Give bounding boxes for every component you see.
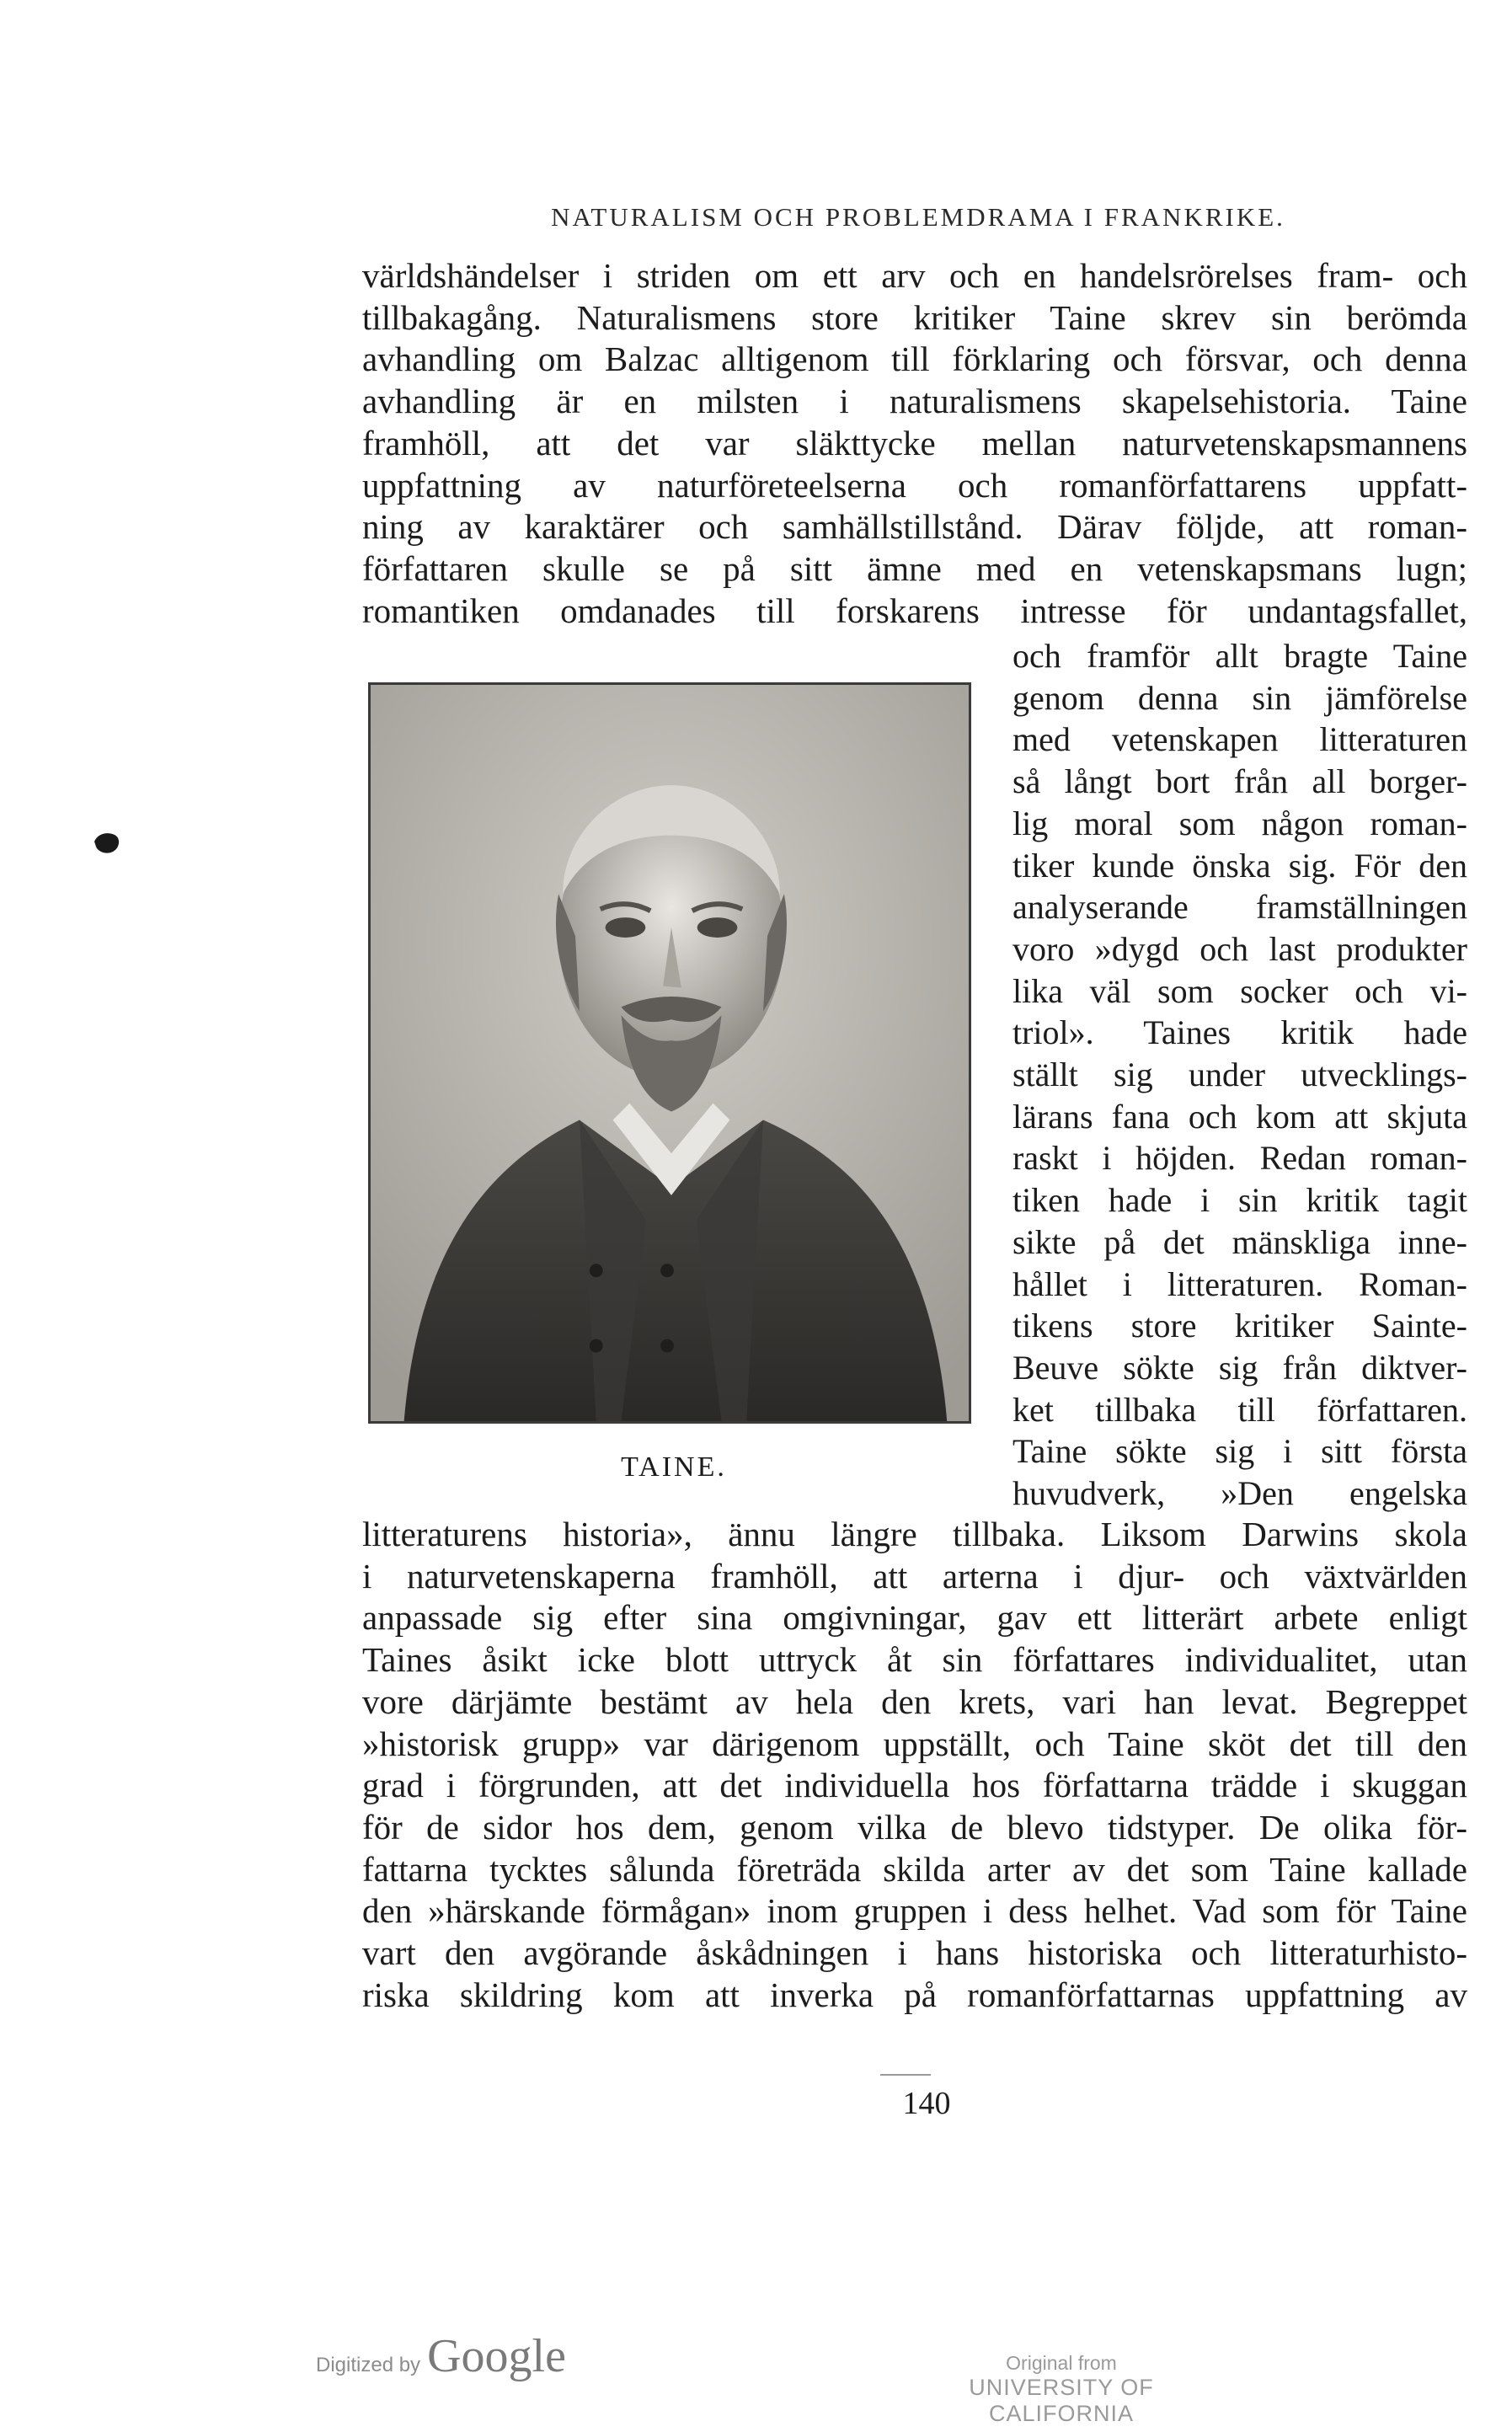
text-line: avhandling är en milsten i naturalismens skapelsehistoria. Taine (362, 382, 1467, 421)
text-line: ställt sig under utvecklings- (1012, 1056, 1467, 1094)
portrait-photo-taine (368, 682, 971, 1424)
text-line: så långt bort från all borger- (1012, 762, 1467, 801)
text-line: uppfattning av naturföreteelserna och romanförfattarens uppfatt- (362, 465, 1467, 505)
text-line: världshändelser i striden om ett arv och en handelsrörelses fram- och (362, 256, 1467, 295)
text-line: och framför allt bragte Taine (1012, 637, 1467, 675)
university-label: UNIVERSITY OF CALIFORNIA (969, 2375, 1154, 2426)
text-line: Taines åsikt icke blott uttryck åt sin författares individualitet, utan (362, 1640, 1467, 1680)
text-line: Beuve sökte sig från diktver- (1012, 1348, 1467, 1387)
text-line: fattarna tycktes sålunda företräda skilda arter av det som Taine kallade (362, 1849, 1467, 1889)
text-line: anpassade sig efter sina omgivningar, gav ett litterärt arbete enligt (362, 1598, 1467, 1638)
text-line: hållet i litteraturen. Roman- (1012, 1264, 1467, 1303)
text-line: den »härskande förmågan» inom gruppen i dess helhet. Vad som för Taine (362, 1891, 1467, 1931)
text-line: raskt i höjden. Redan roman- (1012, 1139, 1467, 1178)
text-line: »historisk grupp» var därigenom uppställt, och Taine sköt det till den (362, 1724, 1467, 1763)
text-line: tiker kunde önska sig. För den (1012, 846, 1467, 885)
text-line: tillbakagång. Naturalismens store kritiker Taine skrev sin berömda (362, 297, 1467, 337)
text-line: tikens store kritiker Sainte- (1012, 1307, 1467, 1345)
text-line: lärans fana och kom att skjuta (1012, 1097, 1467, 1136)
paragraph-top (362, 255, 1467, 632)
text-line: Taine sökte sig i sitt första (1012, 1432, 1467, 1471)
text-line: framhöll, att det var släkttycke mellan naturvetenskapsmannens (362, 423, 1467, 462)
text-line: ket tillbaka till författaren. (1012, 1390, 1467, 1429)
google-logo: Google (427, 2330, 566, 2382)
text-line: genom denna sin jämförelse (1012, 678, 1467, 717)
text-line: analyserande framställningen (1012, 888, 1467, 927)
text-line: romantiken omdanades till forskarens intresse för undantagsfallet, (362, 591, 1467, 630)
portrait-caption: TAINE. (621, 1451, 727, 1483)
portrait-illustration (371, 685, 969, 1421)
text-line: voro »dygd och last produkter (1012, 929, 1467, 968)
text-line: triol». Taines kritik hade (1012, 1013, 1467, 1052)
text-line: huvudverk, »Den engelska (1012, 1474, 1467, 1513)
paragraph-beside-portrait (1012, 635, 1467, 1515)
text-line: ning av karaktärer och samhällstillstånd. Därav följde, att roman- (362, 507, 1467, 547)
digitized-by-label: Digitized by (316, 2354, 421, 2376)
text-line: sikte på det mänskliga inne- (1012, 1222, 1467, 1261)
page-number: 140 (902, 2086, 951, 2121)
running-head: NATURALISM OCH PROBLEMDRAMA I FRANKRIKE. (551, 202, 1285, 232)
text-line: avhandling om Balzac alltigenom till förklaring och försvar, och denna (362, 339, 1467, 379)
text-line: lika väl som socker och vi- (1012, 971, 1467, 1010)
text-line: riska skildring kom att inverka på romanförfattarnas uppfattning av (362, 1975, 1467, 2014)
page-number-rule (880, 2074, 931, 2076)
text-line: vart den avgörande åskådningen i hans historiska och litteraturhisto- (362, 1933, 1467, 1973)
text-line: litteraturens historia», ännu längre tillbaka. Liksom Darwins skola (362, 1515, 1467, 1553)
paragraph-bottom (362, 1514, 1467, 2016)
text-line: lig moral som någon roman- (1012, 804, 1467, 842)
text-line: för de sidor hos dem, genom vilka de blevo tidstyper. De olika för- (362, 1807, 1467, 1847)
text-line: vore därjämte bestämt av hela den krets, vari han levat. Begreppet (362, 1681, 1467, 1721)
text-line: grad i förgrunden, att det individuella hos författarna trädde i skuggan (362, 1766, 1467, 1805)
digitized-by-watermark (316, 2329, 566, 2380)
text-line: i naturvetenskaperna framhöll, att arterna i djur- och växtvärlden (362, 1556, 1467, 1595)
ink-blot-mark (93, 830, 121, 855)
original-from-watermark (910, 2352, 1213, 2427)
text-line: med vetenskapen litteraturen (1012, 720, 1467, 759)
text-line: tiken hade i sin kritik tagit (1012, 1181, 1467, 1220)
original-from-label: Original from (1006, 2352, 1117, 2374)
text-line: författaren skulle se på sitt ämne med en vetenskapsmans lugn; (362, 548, 1467, 588)
